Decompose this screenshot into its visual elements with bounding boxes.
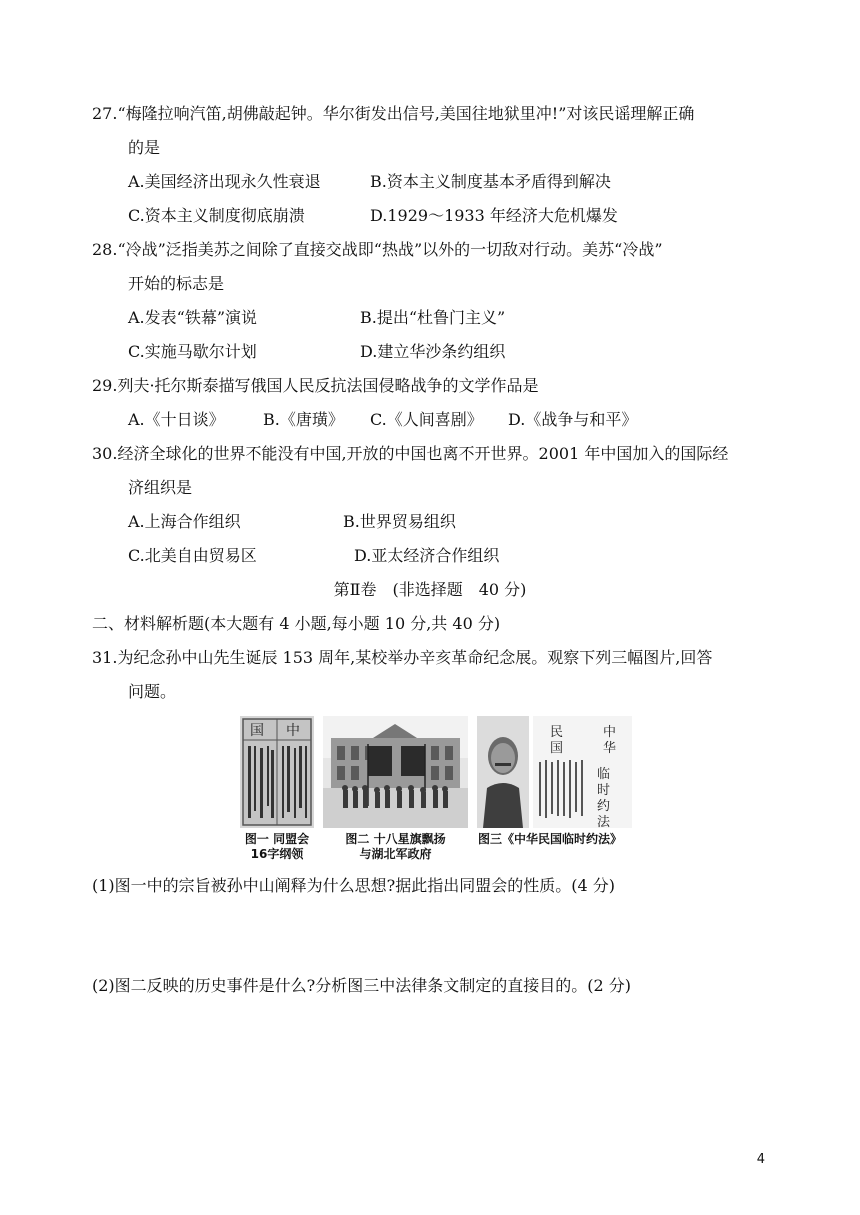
figure3-char-3: 中 — [603, 725, 617, 740]
figure3-char-6: 时 — [597, 783, 611, 798]
q29-option-b: B.《唐璜》 — [263, 410, 344, 429]
page-number: 4 — [756, 1152, 765, 1167]
q27-option-d: D.1929～1933 年经济大危机爆发 — [370, 206, 618, 225]
q30-option-d: D.亚太经济合作组织 — [354, 546, 500, 565]
q27-option-c: C.资本主义制度彻底崩溃 — [128, 206, 305, 225]
q30-option-b: B.世界贸易组织 — [343, 512, 456, 531]
figure1-char-1: 国 — [250, 723, 264, 739]
figure1-image — [240, 716, 314, 828]
figure3-char-5: 临 — [597, 767, 611, 782]
q29-stem: 29.列夫·托尔斯泰描写俄国人民反抗法国侵略战争的文学作品是 — [92, 376, 539, 395]
q31-stem-line1: 31.为纪念孙中山先生诞辰 153 周年,某校举办辛亥革命纪念展。观察下列三幅图片,回答 — [92, 648, 713, 667]
q27-option-b: B.资本主义制度基本矛盾得到解决 — [370, 172, 611, 191]
q29-option-a: A.《十日谈》 — [128, 410, 225, 429]
q28-option-a: A.发表“铁幕”演说 — [128, 308, 258, 327]
q30-option-a: A.上海合作组织 — [128, 512, 241, 531]
q30-stem-line1: 30.经济全球化的世界不能没有中国,开放的中国也离不开世界。2001 年中国加入的国际经 — [92, 444, 729, 463]
q31-stem-line2: 问题。 — [128, 682, 177, 701]
figure1-char-2: 中 — [286, 723, 300, 739]
figure3-char-8: 法 — [597, 815, 611, 828]
section2-heading: 二、材料解析题(本大题有 4 小题,每小题 10 分,共 40 分) — [92, 614, 501, 633]
figure2-image — [323, 716, 468, 828]
figure2-caption-line1: 图二 十八星旗飘扬 — [345, 832, 446, 846]
q28-option-d: D.建立华沙条约组织 — [360, 342, 506, 361]
q27-option-a: A.美国经济出现永久性衰退 — [128, 172, 321, 191]
q31-figures — [240, 716, 632, 864]
figure3-image — [477, 716, 632, 828]
q29-option-c: C.《人间喜剧》 — [370, 410, 483, 429]
q27-stem-line2: 的是 — [128, 138, 161, 157]
q29-option-d: D.《战争与和平》 — [508, 410, 638, 429]
figure3-caption — [468, 832, 632, 847]
q31-subquestion-1: (1)图一中的宗旨被孙中山阐释为什么思想?据此指出同盟会的性质。(4 分) — [92, 876, 615, 895]
figure3-caption-line1: 图三《中华民国临时约法》 — [477, 832, 622, 846]
figure3-char-2: 国 — [550, 741, 564, 756]
figure1-caption-line1: 图一 同盟会 — [244, 832, 310, 846]
figure3-char-7: 约 — [597, 799, 611, 814]
q30-stem-line2: 济组织是 — [128, 478, 193, 497]
q28-stem-line2: 开始的标志是 — [128, 274, 225, 293]
q28-option-b: B.提出“杜鲁门主义” — [360, 308, 506, 327]
figure2-caption — [328, 832, 463, 862]
figure2-caption-line2: 与湖北军政府 — [359, 847, 432, 861]
q30-option-c: C.北美自由贸易区 — [128, 546, 257, 565]
q28-option-c: C.实施马歇尔计划 — [128, 342, 257, 361]
q31-subquestion-2: (2)图二反映的历史事件是什么?分析图三中法律条文制定的直接目的。(2 分) — [92, 976, 631, 995]
figure3-char-1: 民 — [550, 725, 564, 740]
figure3-char-4: 华 — [603, 741, 617, 756]
figure1-caption — [234, 832, 320, 862]
part2-title: 第Ⅱ卷 (非选择题 40 分) — [333, 580, 527, 599]
figure1-caption-line2: 16字纲领 — [250, 847, 304, 861]
q27-stem-line1: 27.“梅隆拉响汽笛,胡佛敲起钟。华尔街发出信号,美国往地狱里冲!”对该民谣理解正确 — [92, 104, 695, 123]
q28-stem-line1: 28.“冷战”泛指美苏之间除了直接交战即“热战”以外的一切敌对行动。美苏“冷战” — [92, 240, 663, 259]
